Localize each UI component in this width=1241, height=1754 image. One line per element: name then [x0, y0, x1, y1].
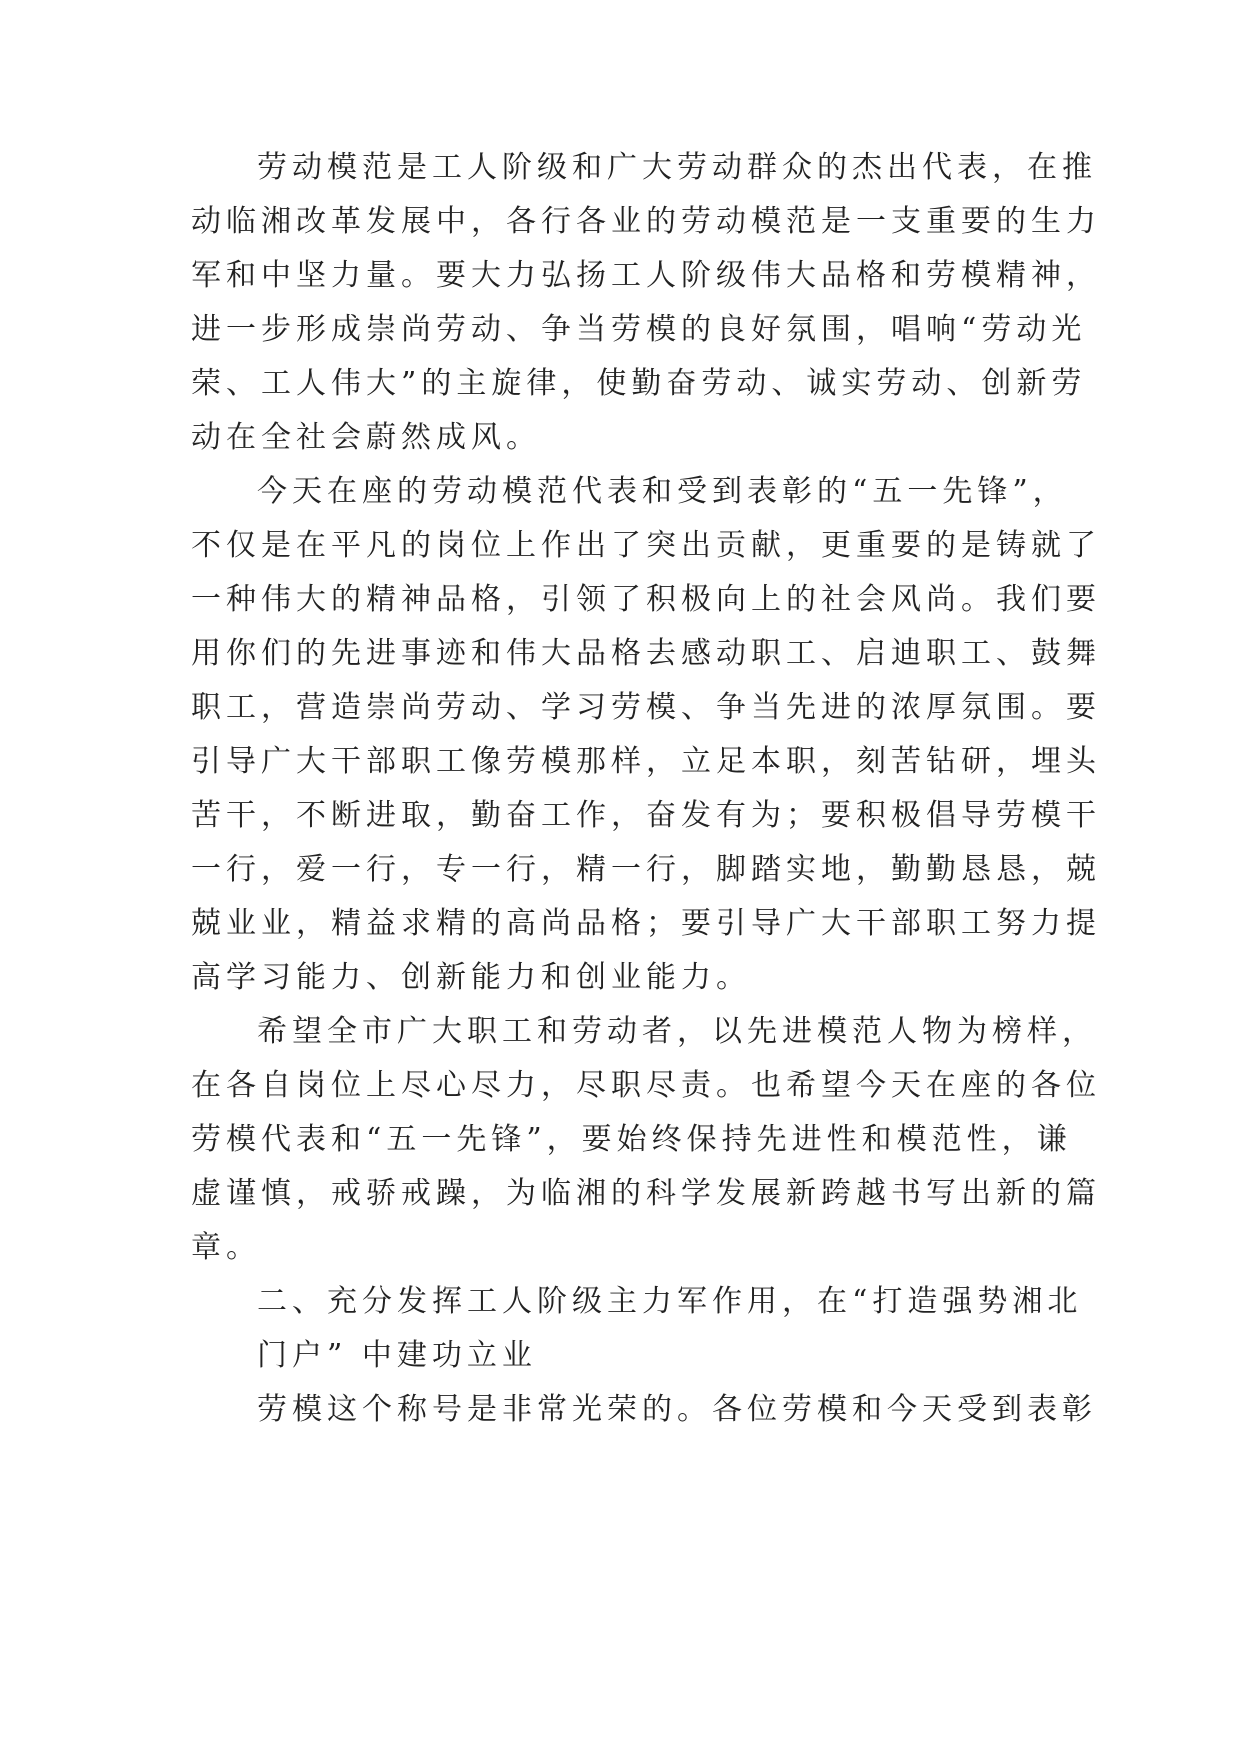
paragraph-2-line-5: 职工，营造崇尚劳动、学习劳模、争当先进的浓厚氛围。要: [191, 690, 1101, 725]
paragraph-2-line-4: 用你们的先进事迹和伟大品格去感动职工、启迪职工、鼓舞: [191, 636, 1101, 671]
paragraph-1-line-3: 军和中坚力量。要大力弘扬工人阶级伟大品格和劳模精神，: [191, 258, 1101, 293]
paragraph-2-line-2: 不仅是在平凡的岗位上作出了突出贡献，更重要的是铸就了: [191, 528, 1101, 563]
paragraph-2-line-1: 今天在座的劳动模范代表和受到表彰的“五一先锋”，: [257, 474, 1068, 509]
paragraph-1-line-4: 进一步形成崇尚劳动、争当劳模的良好氛围，唱响“劳动光: [191, 312, 1087, 347]
paragraph-4-line-1: 劳模这个称号是非常光荣的。各位劳模和今天受到表彰: [257, 1392, 1097, 1427]
paragraph-2-line-6: 引导广大干部职工像劳模那样，立足本职，刻苦钻研，埋头: [191, 744, 1101, 779]
paragraph-2-line-9: 兢业业，精益求精的高尚品格；要引导广大干部职工努力提: [191, 906, 1101, 941]
paragraph-1-line-6: 动在全社会蔚然成风。: [191, 420, 541, 455]
paragraph-3-line-1: 希望全市广大职工和劳动者，以先进模范人物为榜样，: [257, 1014, 1097, 1049]
paragraph-1-line-2: 动临湘改革发展中，各行各业的劳动模范是一支重要的生力: [191, 204, 1101, 239]
paragraph-1-line-5: 荣、工人伟大”的主旋律，使勤奋劳动、诚实劳动、创新劳: [191, 366, 1087, 401]
paragraph-3-line-2: 在各自岗位上尽心尽力，尽职尽责。也希望今天在座的各位: [191, 1068, 1101, 1103]
paragraph-2-line-3: 一种伟大的精神品格，引领了积极向上的社会风尚。我们要: [191, 582, 1101, 617]
paragraph-2-line-10: 高学习能力、创新能力和创业能力。: [191, 960, 751, 995]
section-heading-line-1: 二、充分发挥工人阶级主力军作用，在“打造强势湘北: [257, 1284, 1083, 1319]
paragraph-3-line-3: 劳模代表和“五一先锋”，要始终保持先进性和模范性，谦: [191, 1122, 1072, 1157]
section-heading-line-2: 门户” 中建功立业: [257, 1338, 537, 1373]
paragraph-3-line-5: 章。: [191, 1230, 261, 1265]
paragraph-3-line-4: 虚谨慎，戒骄戒躁，为临湘的科学发展新跨越书写出新的篇: [191, 1176, 1101, 1211]
paragraph-2-line-7: 苦干，不断进取，勤奋工作，奋发有为；要积极倡导劳模干: [191, 798, 1101, 833]
paragraph-2-line-8: 一行，爱一行，专一行，精一行，脚踏实地，勤勤恳恳，兢: [191, 852, 1101, 887]
paragraph-1-line-1: 劳动模范是工人阶级和广大劳动群众的杰出代表，在推: [257, 150, 1097, 185]
